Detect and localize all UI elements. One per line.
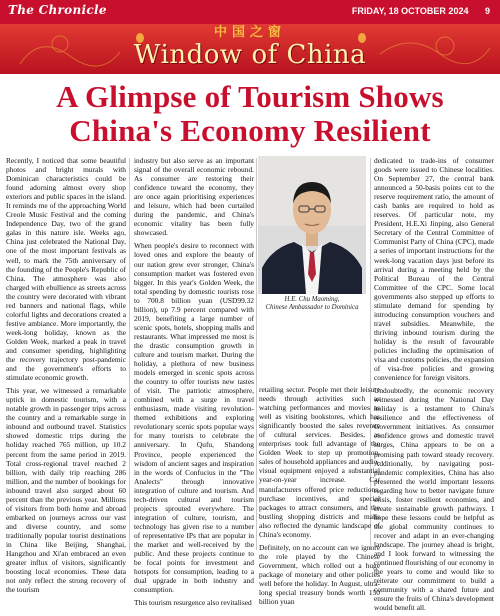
headline-line-1: A Glimpse of Tourism Shows	[56, 79, 444, 114]
article-column-2	[134, 156, 254, 611]
dateline	[352, 6, 490, 16]
newspaper-name: The Chronicle	[8, 3, 107, 17]
article-headline	[4, 80, 496, 148]
english-title: Window of China	[133, 40, 367, 70]
masthead-bar	[0, 0, 500, 24]
ambassador-photo	[258, 156, 366, 294]
paragraph: This tourism resurgence also revitalised	[134, 598, 252, 608]
portrait-image	[258, 156, 366, 294]
caption-role: Chinese Ambassador to Dominica	[265, 304, 359, 311]
article-column-4	[374, 156, 494, 616]
paragraph: Definitely, on no account can we ignore the role played by the Chinese Government, which rolled out a huge package of monetary and other policies well before the holiday. In August, ultra-long special treasury bonds worth 150 billion yuan	[259, 542, 380, 607]
column-divider	[256, 158, 257, 550]
article-column-3	[259, 385, 380, 610]
photo-caption	[258, 296, 366, 312]
paragraph: industry but also serve as an important signal of the overall economic rebound. As consumer are restoring their confidence toward the economy, they are once again prioritising experiences and leisure, which had been curtailed during the pandemic, and China's economic vitality has been fully showcased.	[134, 156, 254, 238]
headline-line-2: China's Economy Resilient	[69, 113, 431, 148]
article-column-1	[6, 156, 126, 598]
window-of-china-banner	[0, 24, 500, 74]
issue-date: FRIDAY, 18 OCTOBER 2024	[351, 6, 469, 16]
chinese-title: 中国之窗	[213, 25, 286, 40]
paragraph: dedicated to trade-ins of consumer goods were issued to Chinese localities. On September 27, the central bank announced a 50-basis points cut to the reserve requirement ratio, the amount of cash banks are required to hold as reserves. Of particular note, my President, H.E.Xi Jinping, also General Secretary of the Central Committee of Communist Party of China (CPC), made a series of important instructions for the week-long vacation days just before its arrival during a meeting held by the Political Bureau of the Central Committee of the CPC. Some local governments also stepped up efforts to stimulate demand for spending by introducing consumption vouchers and travel subsidies. Meanwhile, the thriving inbound tourism during the holiday is the result of favourable policies including the optimisation of visa and customs policies, the expansion of visa-free policies and growing convenience for foreign visitors.	[374, 156, 494, 383]
page-number: 9	[484, 6, 490, 16]
paragraph: This year, we witnessed a remarkable uptick in domestic tourism, with a notable growth in passenger trips across the country and a remarkable surge in inbound and outbound travel. Statistics showed domestic trips during the holiday reached 765 million, up 10.2 percent from the same period in 2019. Total cross-regional travel reached 2 billion, with daily trip reaching 286 million, and the number of bookings for inbound travel also surged about 60 percent than the previous year. Millions of visitors from both home and abroad embarked on journeys across our vast and diverse country, and some traditionally popular tourist destinations in China like Beijing, Shanghai, Hangzhou and Xi'an embraced an even greater influx of visitors, significantly boosting local economies. These data not only reflect the strong recovery of the tourism	[6, 386, 126, 595]
paragraph: Undoubtedly, the economic recovery witnessed during the National Day holiday is a testament to China's resilience and the effectiveness of Government initiatives. As consumer confidence grows and domestic travel surges, China appears to be on a promising path toward steady recovery. Additionally, by navigating post-pandemic complexities, China has also presented the world important lessons regarding how to better navigate future crisis, foster resilient economies, and create sustainable growth pathways. I hope these lessons could be helpful as the global community continues to recover and adapt in an ever-changing landscape. The journey ahead is bright, and I look forward to witnessing the continued flourishing of our economy in the years to come and would like to reiterate our commitment to build a community with a shared future and ensure the fruits of China's development would benefit all.	[374, 386, 494, 613]
caption-name: H.E. Chu Maoming,	[284, 296, 340, 303]
paragraph: When people's desire to reconnect with loved ones and explore the beauty of our nation grew ever stronger, China's consumption market was fostered even bigger. In this year's Golden Week, the total spending by domestic tourists rose to 700.8 billion yuan (USD99.32 billion), up 7.9 percent compared with 2019, benefiting a large number of scenic spots, hotels, shopping malls and restaurants. What impressed me most is the drastic consumption growth in culture and tourism market. During the holiday, a plethora of new business models emerged in scenic spots across the country to offer tourists new tastes of visit. The patriotic atmosphere, combined with a surge in travel enthusiasm, made visiting revolution-themed exhibitions and exploring revolutionary scenic spots popular ways for many tourists to celebrate the anniversary. In Qufu, Shandong Province, people experienced the wisdom of ancient sages and inspiration in the words of Confucius in the "The Analects" through innovative integration of culture and tourism. And tech-driven cultural and tourism projects sprouted everywhere. The integration of culture, tourism, and technology has given rise to a number of representative IPs that are popular in the market and well-received by the public. And these projects continue to be focal points for investment and hotspots for consumption, leading to a dual upgrade in both industry and consumption.	[134, 241, 254, 595]
paragraph: retailing sector. People met their leisure needs through activities such as watching performances and movies as well as visiting bookstores, which has significantly boosted the sales revenue of cultural services. Besides, as enterprises took full advantage of the Golden Week to step up promotion, sales of household appliances and audio-visual equipment enjoyed a substantial year-on-year increase. Car manufacturers offered price reductions, purchase incentives, and special packages to attract consumers, and the bustling shopping districts and malls also reflected the dynamic landscape of China's economy.	[259, 385, 380, 539]
column-divider	[129, 158, 130, 550]
paragraph: Recently, I noticed that some beautiful photos and bright murals with Dominican characteristics could be found adorning almost every shop exteriors and public spaces in the island. It reminds me of the approaching World Creole Music Festival and the coming Independence Day, two of the grand galas in this nature isle. Weeks ago, China just celebrated the National Day, one of the most important festivals as well, to mark the 75th anniversary of the founding of the People's Republic of China. The atmosphere was also charged with ebullience as streets across the country were decorated with vibrant red banners and national flags, while colorful lights and decorations created a festive ambiance. More importantly, the week-long holiday, known as the Golden Week, marked a peak in travel and consumer spending, highlighting the recovery trajectory post-pandemic and the government's efforts to stimulate economic growth.	[6, 156, 126, 383]
